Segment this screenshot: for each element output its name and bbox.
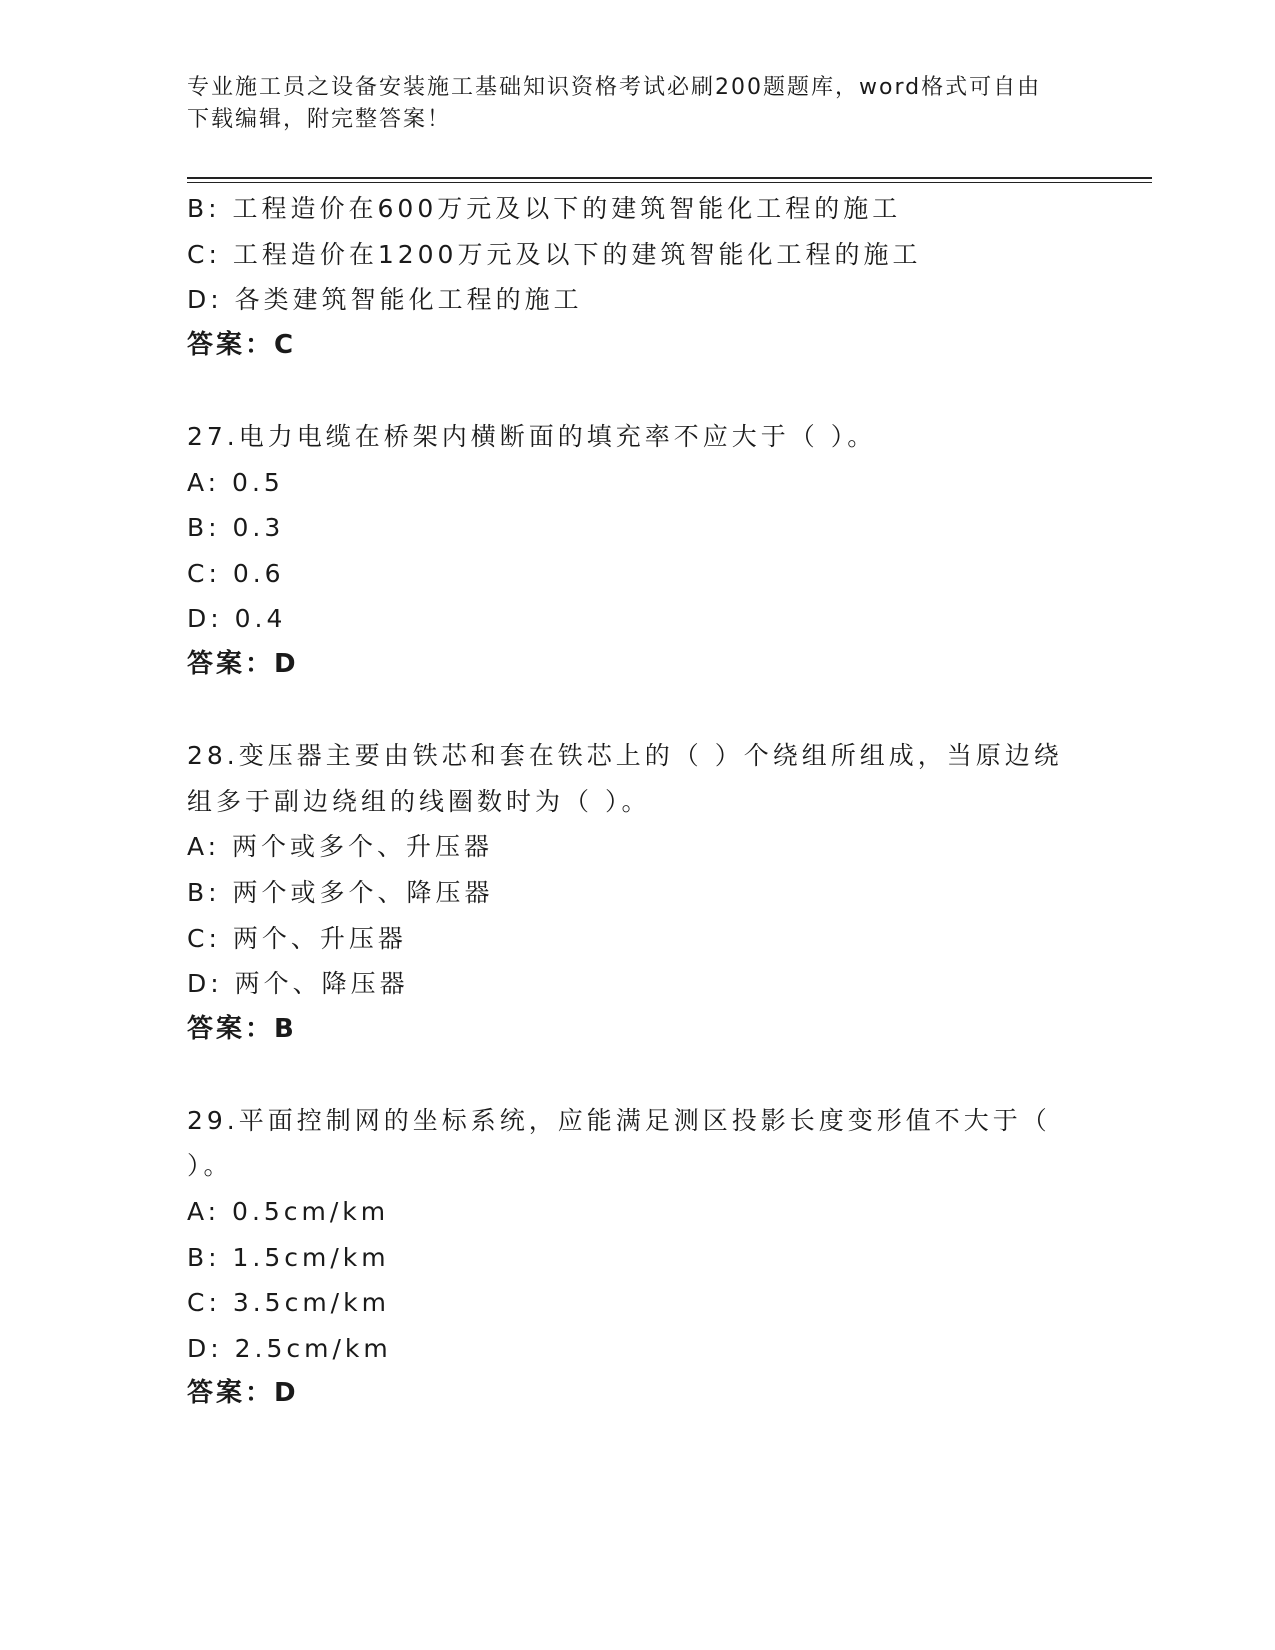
question-title-line-1: 28.变压器主要由铁芯和套在铁芯上的（ ）个绕组所组成，当原边绕 [187,741,1063,771]
option-b: B: 工程造价在600万元及以下的建筑智能化工程的施工 [187,194,902,223]
option-a: A: 0.5cm/km [187,1197,390,1227]
question-29 [187,1098,1087,1417]
answer-line: 答案：D [187,648,299,679]
answer-line: 答案：D [187,1378,299,1409]
spacer [187,368,1087,414]
question-title: 27.电力电缆在桥架内横断面的填充率不应大于（ ）。 [187,421,877,451]
option-b: B: 两个或多个、降压器 [187,877,494,907]
option-b: B: 1.5cm/km [187,1242,390,1272]
question-title-line-2: ）。 [187,1151,233,1181]
option-d: D: 2.5cm/km [187,1333,392,1363]
option-c: C: 0.6 [187,558,285,588]
question-list [187,186,1087,1417]
question-27 [187,414,1087,688]
header-line-2: 下载编辑，附完整答案！ [187,107,452,132]
question-title-line-1: 29.平面控制网的坐标系统，应能满足测区投影长度变形值不大于（ [187,1105,1051,1135]
header-divider-thick [187,177,1152,179]
header-line-1: 专业施工员之设备安装施工基础知识资格考试必刷200题题库，word格式可自由 [187,75,1042,100]
option-a: A: 0.5 [187,467,284,497]
question-26 [187,186,1087,368]
option-d: D: 两个、降压器 [187,969,409,999]
option-d: D: 各类建筑智能化工程的施工 [187,285,583,315]
option-c: C: 3.5cm/km [187,1288,390,1318]
option-d: D: 0.4 [187,604,287,634]
option-c: C: 两个、升压器 [187,923,407,953]
spacer [187,688,1087,734]
option-b: B: 0.3 [187,513,285,543]
answer-line: 答案：C [187,329,297,360]
spacer [187,1052,1087,1098]
question-28 [187,733,1087,1052]
header-divider-thin [187,182,1152,183]
option-c: C: 工程造价在1200万元及以下的建筑智能化工程的施工 [187,239,922,269]
question-title-line-2: 组多于副边绕组的线圈数时为（ ）。 [187,786,651,816]
answer-line: 答案：B [187,1013,297,1044]
option-a: A: 两个或多个、升压器 [187,832,494,862]
document-header [187,72,1077,136]
